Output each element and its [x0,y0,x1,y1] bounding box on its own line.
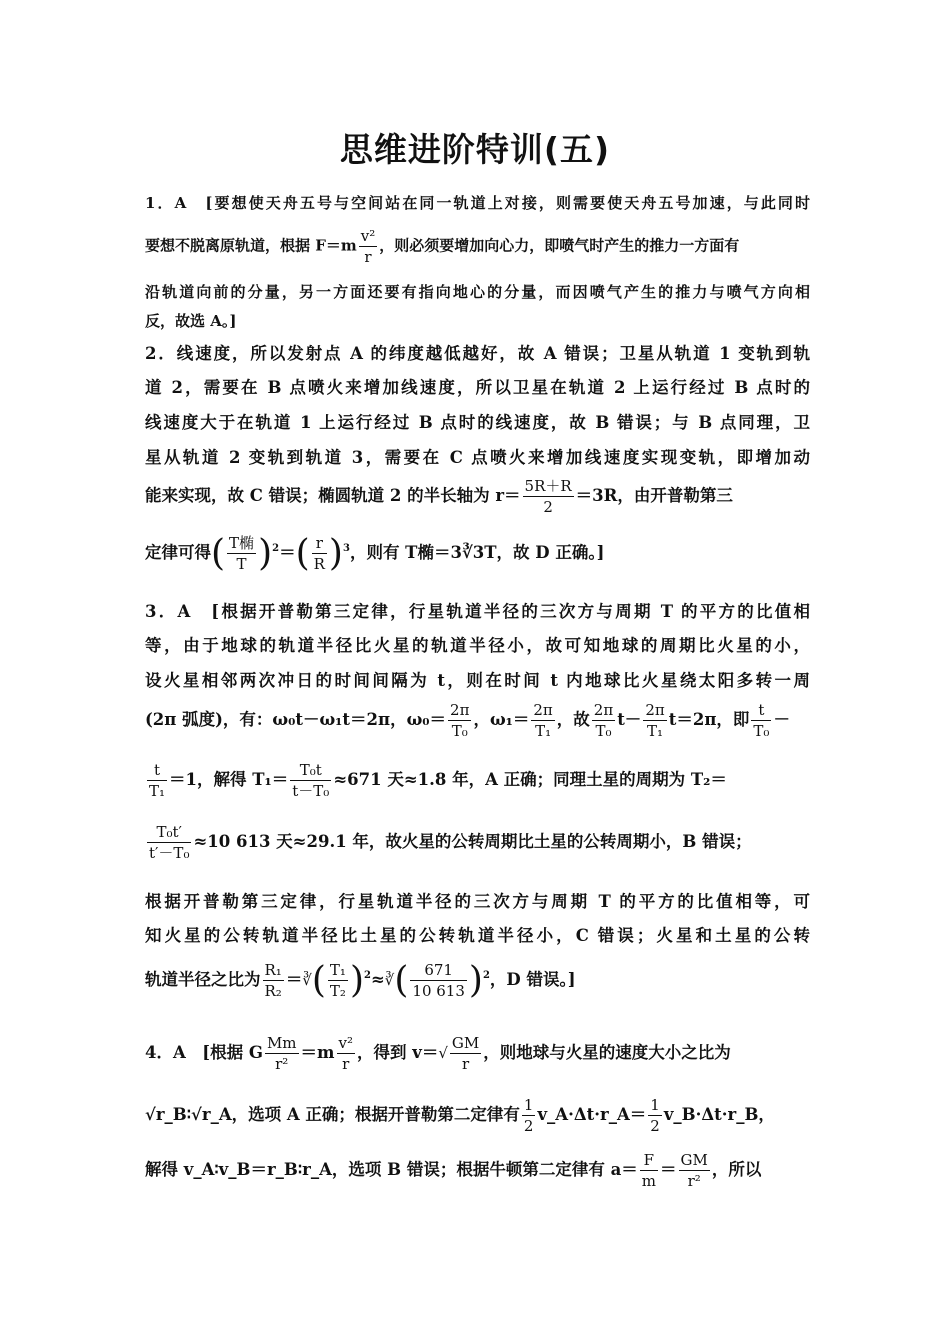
p2-line1: 2．线速度，所以发射点 A 的纬度越低越好，故 A 错误；卫星从轨道 1 变轨到轨 [145,344,810,363]
p3-line8: 知火星的公转轨道半径比土星的公转轨道半径小，C 错误；火星和土星的公转 [145,926,810,945]
p2-line2: 道 2，需要在 B 点喷火来增加线速度，所以卫星在轨道 2 上运行经过 B 点时的 [145,378,810,397]
frac-v2-r: $\frac{\text{v²}}{r}$ [360,227,376,266]
p1-line2 [145,226,810,267]
p2-line3: 线速度大于在轨道 1 上运行经过 B 点时的线速度，故 B 错误；与 B 点同理，卫 [145,413,810,432]
frac-r-ratio: $\frac{r}{R}$ [313,534,325,573]
frac-T2-expr: $\frac{\text{T₀t′}}{\text{t′－T₀}}$ [149,823,190,862]
frac-2pi-T0: $\frac{2\pi}{\text{T₀}}$ [450,701,470,740]
frac-num-ratio: $\frac{671}{10 613}$ [412,961,465,1000]
p3-line3: 设火星相邻两次冲日的时间间隔为 t，则在时间 t 内地球比火星绕太阳多转一周 [145,671,810,690]
p3-line5: $\frac{t}{\text{T₁}}$ ＝1，解得 T₁＝ $\frac{\text{T₀t}}{\text{t－T₀}}$ ≈671 天≈1.8 年，A 正确；同理土星的周期为 T₂＝ [149,761,727,800]
p2-line4: 星从轨道 2 变轨到轨道 3，需要在 C 点喷火来增加线速度实现变轨，即增加动 [145,448,810,467]
p2-line5: 能来实现，故 C 错误；椭圆轨道 2 的半长轴为 r＝ $\frac{5R+R}{2}$ ＝3R，由开普勒第三 [145,477,733,516]
frac-T-ratio12: $\frac{\text{T₁}}{\text{T₂}}$ [329,961,346,1000]
frac-half-b: $\frac{1}{2}$ [650,1096,660,1135]
frac-half: $\frac{1}{2}$ [523,1096,534,1135]
p3-line6: $\frac{\text{T₀t′}}{\text{t′－T₀}}$ ≈10 613 天≈29.1 年，故火星的公转周期比土星的公转周期小，B 错误； [149,823,752,862]
frac-2pi-T0-b: $\frac{2\pi}{\text{T₀}}$ [593,701,614,740]
p3-line9: 轨道半径之比为 $\frac{\text{R₁}}{\text{R₂}}$ ＝∛( $\frac{\text{T₁}}{\text{T₂}}$ )$^2$≈∛( $\frac{671}{10 613}$ )$^2$，D 错误。] [145,959,576,1001]
p3-line4: (2π 弧度)，有：ω₀t－ω₁t＝2π，ω₀＝ $\frac{2\pi}{\text{T₀}}$ ，ω₁＝ $\frac{2\pi}{\text{T₁}}$ ，故 $\frac{2\pi}{\text{T₀}}$ t－ $\frac{2\pi}{\text{T₁}}$ t＝2π，即 $\frac{t}{\text{T₀}}$ － [145,701,790,740]
frac-2pi-T1: $\frac{2\pi}{\text{T₁}}$ [533,701,553,740]
p1-line2-a: 要想不脱离原轨道，根据 F＝m [145,236,357,255]
p1-line2-b: ，则必须要增加向心力，即喷气时产生的推力一方面有 [379,236,740,255]
p3-line7: 根据开普勒第三定律，行星轨道半径的三次方与周期 T 的平方的比值相等，可 [145,892,810,911]
p1-line3: 沿轨道向前的分量，另一方面还要有指向地心的分量，而因喷气产生的推力与喷气方向相 [145,283,810,301]
frac-t-T0: $\frac{t}{\text{T₀}}$ [753,701,770,740]
page-title: 思维进阶特训(五) [339,130,611,169]
frac-R-ratio: $\frac{\text{R₁}}{\text{R₂}}$ [264,961,282,1000]
p4-line3: 解得 v_A∶v_B＝r_B∶r_A，选项 B 错误；根据牛顿第二定律有 a＝ $\frac{F}{m}$ ＝ $\frac{GM}{\text{r²}}$ ，所以 [145,1151,762,1190]
p1-line4: 反，故选 A。] [145,312,237,330]
p1-line1: 1．A [要想使天舟五号与空间站在同一轨道上对接，则需要使天舟五号加速，与此同时 [145,194,810,212]
frac-2pi-T1-b: $\frac{2\pi}{\text{T₁}}$ [645,701,665,740]
frac-t-ratio: T椭 T [229,534,255,573]
p2-line6: 定律可得( T椭 T )$^2$＝( $\frac{r}{R}$ )$^3$，则有 T椭＝3∛3T，故 D 正确。] [145,532,605,574]
frac-semi-major: $\frac{5R+R}{2}$ [524,477,572,516]
frac-v2-r-b: $\frac{\text{v²}}{r}$ [338,1034,353,1073]
frac-F-m: $\frac{F}{m}$ [641,1151,656,1190]
p3-line1: 3．A [根据开普勒第三定律，行星轨道半径的三次方与周期 T 的平方的比值相 [145,602,810,621]
frac-t-T1: $\frac{t}{\text{T₁}}$ [149,761,166,800]
p4-line2: √r_B∶√r_A，选项 A 正确；根据开普勒第二定律有 $\frac{1}{2}$ v_A·Δt·r_A＝ $\frac{1}{2}$ v_B·Δt·r_B， [145,1096,775,1135]
frac-Mm-r2: $\frac{Mm}{\text{r²}}$ [266,1034,297,1073]
frac-GM-r: $\frac{GM}{r}$ [451,1034,480,1073]
frac-T1-expr: $\frac{\text{T₀t}}{\text{t－T₀}}$ [292,761,330,800]
frac-GM-r2: $\frac{GM}{\text{r²}}$ [680,1151,708,1190]
p4-line1: 4．A [根据 G $\frac{Mm}{\text{r²}}$ ＝m $\frac{\text{v²}}{r}$ ，得到 v＝√ $\frac{GM}{r}$ ，则地球与火星的速度大小之比为 [145,1034,731,1073]
p3-line2: 等，由于地球的轨道半径比火星的轨道半径小，故可知地球的周期比火星的小， [145,636,810,655]
